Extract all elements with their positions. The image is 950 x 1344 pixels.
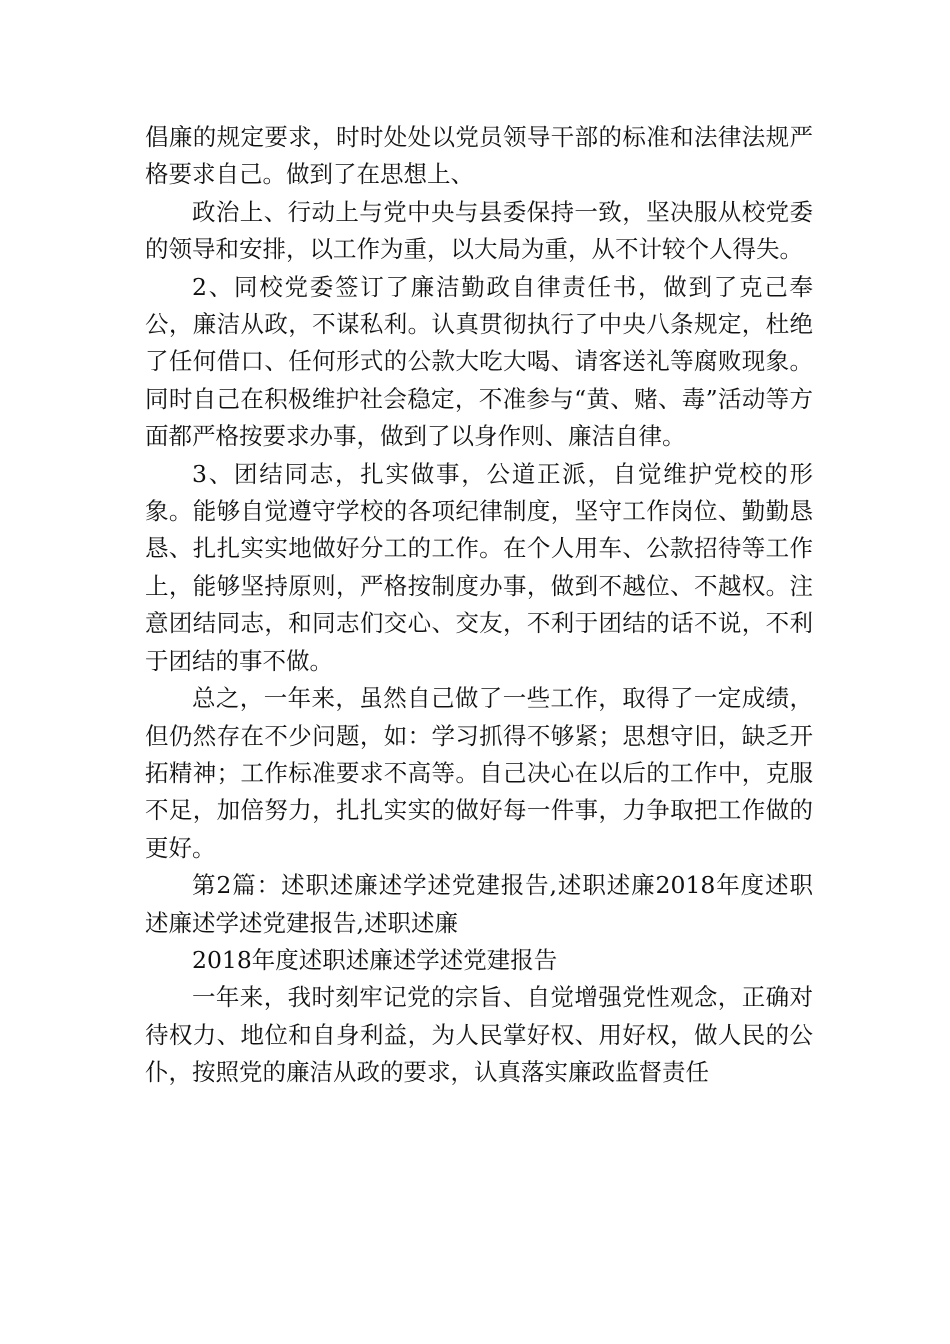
paragraph-continuation: 倡廉的规定要求，时时处处以党员领导干部的标准和法律法规严格要求自己。做到了在思想上、 [145, 123, 813, 189]
paragraph-summary: 总之，一年来，虽然自己做了一些工作，取得了一定成绩，但仍然存在不少问题，如：学习抓得不够紧；思想守旧，缺乏开拓精神；工作标准要求不高等。自己决心在以后的工作中，克服不足，加倍努力，扎扎实实的做好每一件事，力争取把工作做的更好。 [145, 684, 813, 862]
report-title: 2018年度述职述廉述学述党建报告 [192, 945, 558, 974]
document-page [145, 119, 813, 1092]
paragraph-item-2: 2、同校党委签订了廉洁勤政自律责任书，做到了克己奉公，廉洁从政，不谋私利。认真贯彻执行了中央八条规定，杜绝了任何借口、任何形式的公款大吃大喝、请客送礼等腐败现象。同时自己在积极维护社会稳定，不准参与“黄、赌、毒”活动等方面都严格按要求办事，做到了以身作则、廉洁自律。 [145, 272, 813, 451]
paragraph-report-intro: 一年来，我时刻牢记党的宗旨、自觉增强党性观念，正确对待权力、地位和自身利益，为人民掌好权、用好权，做人民的公仆，按照党的廉洁从政的要求，认真落实廉政监督责任 [145, 983, 813, 1087]
section-heading: 第2篇：述职述廉述学述党建报告,述职述廉2018年度述职述廉述学述党建报告,述职述廉 [145, 871, 813, 937]
paragraph-item-3: 3、团结同志，扎实做事，公道正派，自觉维护党校的形象。能够自觉遵守学校的各项纪律制度，坚守工作岗位、勤勤恳恳、扎扎实实地做好分工的工作。在个人用车、公款招待等工作上，能够坚持原则，严格按制度办事，做到不越位、不越权。注意团结同志，和同志们交心、交友，不利于团结的话不说，不利于团结的事不做。 [145, 459, 813, 675]
paragraph-political-alignment: 政治上、行动上与党中央与县委保持一致，坚决服从校党委的领导和安排，以工作为重，以大局为重，从不计较个人得失。 [145, 197, 813, 264]
